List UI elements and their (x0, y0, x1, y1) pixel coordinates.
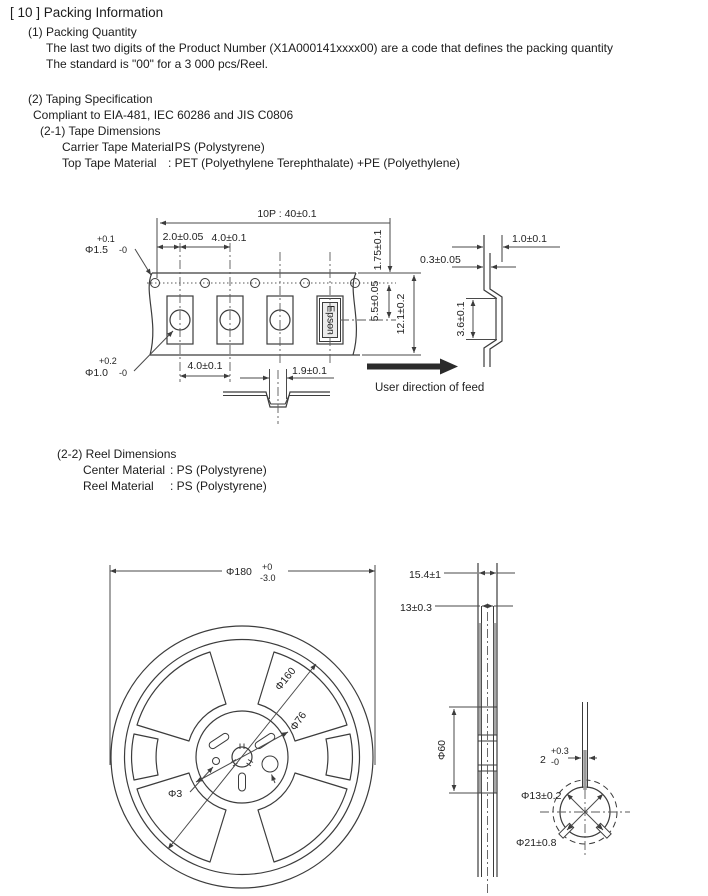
reel-dim-flange-dia: Φ160 (272, 665, 299, 693)
feed-direction (367, 359, 484, 395)
reel-material-value: : PS (Polystyrene) (170, 479, 267, 493)
center-material-value: : PS (Polystyrene) (170, 463, 267, 477)
tape-dim-top-thickness: 0.3±0.05 (420, 254, 461, 266)
carrier-material-label: Carrier Tape Material (62, 140, 174, 154)
tape-dim-pitch10: 10P : 40±0.1 (257, 208, 317, 220)
tape-dim-hole-offset: 2.0±0.05 (162, 231, 204, 243)
reel-dim-core-dia: Φ60 (436, 739, 448, 761)
reel-material-row (83, 479, 267, 493)
chip-brand-label: Epson (324, 305, 337, 335)
tape-dim-pocket-pitch-bottom: 4.0±0.1 (187, 360, 223, 372)
tape-dim-sprocket-tol-plus: +0.1 (97, 234, 115, 244)
tape-dimensions-drawing (0, 195, 708, 440)
tape-dim-bottom-hole-dia: Φ1.0 (85, 367, 108, 379)
center-material-row (83, 463, 267, 477)
feed-direction-label: User direction of feed (375, 382, 485, 394)
pockets (167, 296, 343, 344)
packing-quantity-line-2: The standard is "00" for a 3 000 pcs/Reel. (46, 57, 268, 71)
top-tape-material-label: Top Tape Material (62, 156, 157, 170)
reel-dimensions-drawing (60, 555, 708, 896)
center-material-label: Center Material (83, 463, 166, 477)
reel-material-label: Reel Material (83, 479, 154, 493)
hub-key-detail (516, 702, 630, 855)
reel-dim-width-outer: 15.4±1 (408, 569, 441, 581)
reel-dim-outer-tol-plus: +0 (262, 562, 273, 572)
key-dim-slot-tol-minus: -0 (551, 757, 560, 767)
tape-dim-pocket-depth: 3.6±0.1 (455, 301, 467, 337)
reel-dim-outer-tol-minus: -3.0 (260, 573, 276, 583)
top-tape-material-row (62, 156, 460, 170)
tape-top-dimensions (85, 208, 390, 278)
page-title: [ 10 ] Packing Information (10, 5, 164, 20)
reel-dim-outer-dia: Φ180 (226, 566, 252, 578)
top-tape-material-value: : PET (Polyethylene Terephthalate) +PE (Polyethylene) (168, 156, 461, 170)
tape-dim-top-edge: 1.0±0.1 (512, 233, 547, 245)
carrier-material-row (62, 140, 265, 154)
reel-face-view (110, 562, 375, 888)
tape-dim-pocket-width: 1.9±0.1 (292, 365, 327, 377)
packing-quantity-line-1: The last two digits of the Product Number (X1A000141xxxx00) are a code that defines the packing quantity (46, 41, 613, 55)
section-2-2-heading: (2-2) Reel Dimensions (57, 447, 177, 461)
carrier-tape-band (147, 243, 396, 382)
key-dim-slot-width: 2 (540, 754, 546, 766)
feed-arrow-icon (367, 364, 440, 370)
tape-dim-width: 12.1±0.2 (395, 293, 407, 335)
tape-dim-edge-margin: 1.75±0.1 (372, 229, 384, 271)
reel-side-view (400, 563, 515, 893)
reel-side-dimensions (400, 569, 515, 793)
tape-dim-hole-to-pocket: 5.5±0.05 (369, 280, 381, 322)
pocket-cross-section (223, 365, 334, 424)
tape-dim-sprocket-dia: Φ1.5 (85, 244, 108, 256)
tape-dim-sprocket-tol-minus: -0 (119, 245, 128, 255)
tape-edge-profile (420, 233, 560, 367)
reel-dim-width-inner: 13±0.3 (399, 602, 432, 614)
section-1-heading: (1) Packing Quantity (28, 25, 137, 39)
tape-dim-bottom-hole-tol-plus: +0.2 (99, 356, 117, 366)
section-2-heading: (2) Taping Specification (28, 92, 153, 106)
reel-dim-hole3: Φ3 (168, 788, 183, 800)
tape-right-dimensions (340, 228, 421, 355)
key-dim-inner-dia: Φ13±0.2 (521, 790, 562, 802)
section-2-1-heading: (2-1) Tape Dimensions (40, 124, 161, 138)
reel-dim-hub-dia: Φ76 (287, 709, 310, 733)
key-dim-outer-dia: Φ21±0.8 (516, 837, 557, 849)
tape-dim-bottom-hole-tol-minus: -0 (119, 368, 128, 378)
compliance-line: Compliant to EIA-481, IEC 60286 and JIS C0806 (33, 108, 294, 122)
key-dim-slot-tol-plus: +0.3 (551, 746, 569, 756)
tape-dim-pocket-pitch: 4.0±0.1 (211, 232, 247, 244)
carrier-material-value: : PS (Polystyrene) (168, 140, 265, 154)
